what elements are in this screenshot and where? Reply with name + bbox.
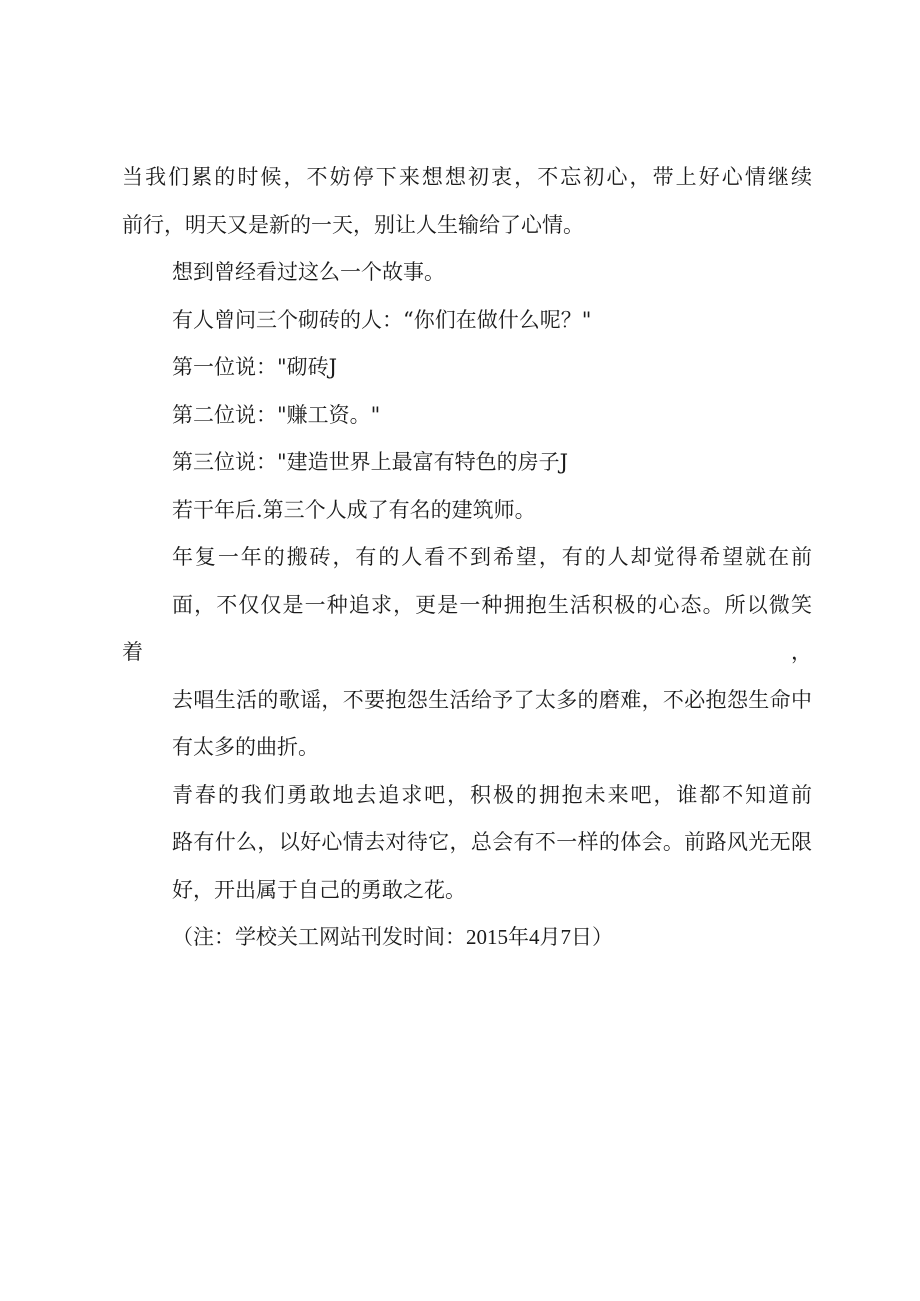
paragraph (122, 249, 812, 297)
paragraph (122, 487, 812, 535)
paragraph (122, 297, 812, 345)
document-body (122, 154, 812, 962)
paragraph (122, 154, 812, 249)
text-line: 有人曾问三个砌砖的人：“你们在做什么呢？" (172, 307, 592, 332)
paragraph (122, 534, 812, 772)
text-line: 青春的我们勇敢地去追求吧，积极的拥抱未来吧，谁都不知道前 (172, 782, 812, 807)
paragraph (122, 392, 812, 440)
paragraph (122, 772, 812, 915)
text-line: 第三位说："建造世界上最富有特色的房子J (172, 450, 569, 474)
paragraph (122, 439, 812, 487)
text-line: 路有什么，以好心情去对待它，总会有不一样的体会。前路风光无限 (172, 830, 812, 854)
publication-note (122, 914, 812, 962)
paragraph (122, 344, 812, 392)
text-line: 去唱生活的歌谣，不要抱怨生活给予了太多的磨难，不必抱怨生命中 (172, 687, 812, 712)
text-line: 当我们累的时候，不妨停下来想想初衷，不忘初心，带上好心情继续 (122, 165, 812, 189)
text-line: 前行，明天又是新的一天，别让人生输给了心情。 (122, 212, 584, 237)
text-line: 有太多的曲折。 (172, 735, 319, 759)
text-line: 第二位说："赚工资。" (172, 402, 381, 427)
text-line: 面，不仅仅是一种追求，更是一种拥抱生活积极的心态。所以微笑着， (122, 592, 812, 664)
text-line: 好，开出属于自己的勇敢之花。 (172, 877, 466, 902)
text-line: （注：学校关工网站刊发时间：2015年4月7日） (172, 925, 613, 949)
text-line: 第一位说："砌砖J (172, 355, 338, 379)
text-line: 若干年后.第三个人成了有名的建筑师。 (172, 497, 536, 522)
text-line: 年复一年的搬砖，有的人看不到希望，有的人却觉得希望就在前 (172, 545, 812, 569)
text-line: 想到曾经看过这么一个故事。 (172, 260, 445, 284)
